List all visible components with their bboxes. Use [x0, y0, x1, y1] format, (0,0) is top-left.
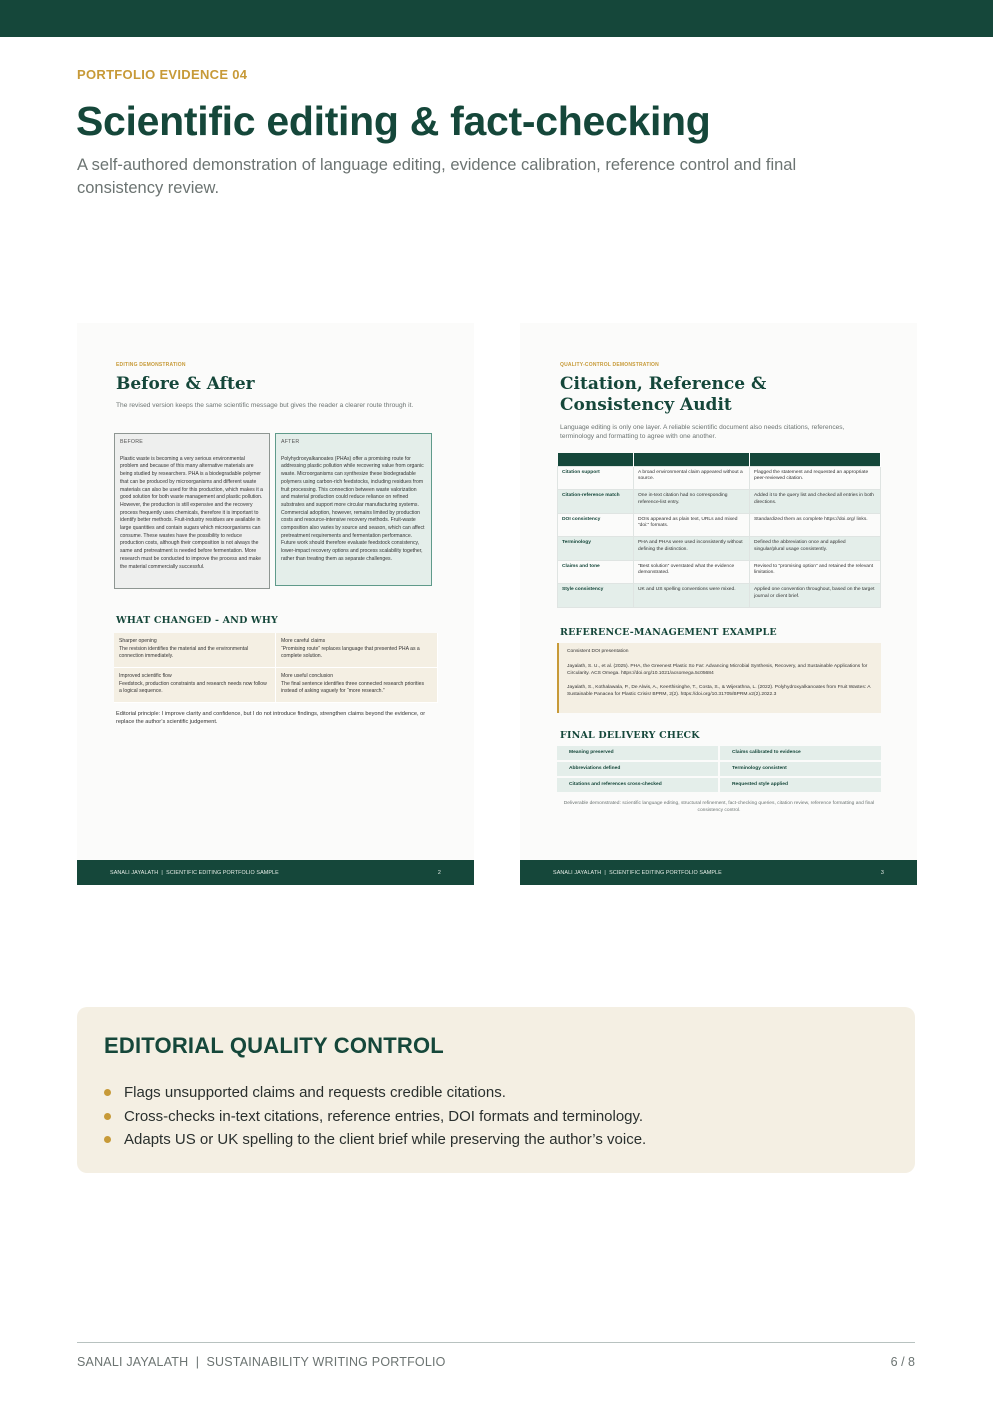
reference-label: Consistent DOI presentation: [567, 649, 629, 654]
quality-control-heading: EDITORIAL QUALITY CONTROL: [104, 1033, 444, 1058]
audit-action: Defined the abbreviation once and applied singular/plural usage consistently.: [750, 537, 881, 561]
change-text: Feedstock, production constraints and research needs now follow a logical sequence.: [119, 680, 267, 695]
table-row: [558, 490, 881, 514]
audit-action: Flagged the statement and requested an appropriate peer-reviewed citation.: [750, 466, 881, 490]
after-text: Polyhydroxyalkanoates (PHAs) offer a promising route for addressing plastic pollution while recovering value from organic waste. Microorganisms can synthesize these biodegradable polymers using carbon-rich feedstocks, including residues from fruit processing. This connection between waste valorization and material production could reduce reliance on refined substrates and support more circular manufacturing systems. Commercial adoption, however, remains limited by production costs and resource-intensive recovery methods. Fruit-waste composition also varies by source and season, which can affect pretreatment requirements and fermentation performance. Future work should therefore evaluate feedstock consistency, lower-impact recovery options and process scalability together, rather than treating them as separate challenges.: [281, 455, 425, 562]
table-row: [558, 537, 881, 561]
list-item-text: Adapts US or UK spelling to the client brief while preserving the author’s voice.: [124, 1131, 647, 1148]
page-title: Scientific editing & fact-checking: [76, 98, 711, 144]
audit-label: DOI consistency: [558, 513, 634, 537]
changes-heading: WHAT CHANGED - AND WHY: [116, 615, 279, 626]
list-item: [104, 1128, 888, 1152]
reference-heading: REFERENCE-MANAGEMENT EXAMPLE: [560, 627, 777, 638]
reference-entry: Jayalath, S., Kothalawala, P., De Alwis, A., Keerthisinghe, T., Costa, S., & Wijerathna, L. (2022). Polyhydroxyalkanoates from Fruit Wastes: A Sustainable Panacea for Plastic Crisis! BPRM, 2(2). https://doi.org/10.31705/BPRM.v2(2).2022.3: [567, 685, 871, 698]
list-item-text: Cross-checks in-text citations, reference entries, DOI formats and terminology.: [124, 1107, 644, 1125]
page-number: 6 / 8: [890, 1355, 915, 1369]
change-text: “Promising route” replaces language that presented PHA as a complete solution.: [281, 645, 420, 660]
thumb-subtitle: Language editing is only one layer. A reliable scientific document also needs citations, references, terminology and formatting to agree with one another.: [560, 424, 845, 440]
audit-label: Terminology: [558, 537, 634, 561]
page-thumbnail-citation-audit: [520, 323, 917, 885]
thumb-subtitle: The revised version keeps the same scientific message but gives the reader a clearer route through it.: [116, 402, 414, 409]
audit-label: Citation-reference match: [558, 490, 634, 514]
audit-issue: UK and US spelling conventions were mixed.: [634, 584, 750, 608]
check-item: Meaning preserved: [557, 746, 718, 760]
audit-label: Style consistency: [558, 584, 634, 608]
thumb-footer: [520, 860, 917, 885]
after-label: AFTER: [281, 439, 300, 445]
after-box: [275, 433, 432, 586]
delivery-check-grid: [557, 746, 881, 792]
footer-divider: [77, 1342, 915, 1343]
audit-issue: PHA and PHAs were used inconsistently without defining the distinction.: [634, 537, 750, 561]
before-label: BEFORE: [120, 439, 143, 445]
table-row: [558, 560, 881, 584]
check-item: Abbreviations defined: [557, 762, 718, 776]
delivery-check-heading: FINAL DELIVERY CHECK: [560, 730, 700, 741]
change-text: The revision identifies the material and the environmental connection immediately.: [119, 645, 249, 660]
thumb-footer-text: SANALI JAYALATH | SCIENTIFIC EDITING PORTFOLIO SAMPLE: [553, 869, 722, 876]
check-item: Terminology consistent: [720, 762, 881, 776]
thumb-kicker: EDITING DEMONSTRATION: [116, 362, 186, 368]
quality-control-panel: [77, 1007, 915, 1173]
thumb-kicker: QUALITY-CONTROL DEMONSTRATION: [560, 362, 659, 368]
audit-issue: A broad environmental claim appeared without a source.: [634, 466, 750, 490]
check-item: Requested style applied: [720, 778, 881, 792]
change-title: Improved scientific flow: [119, 673, 172, 679]
change-title: More useful conclusion: [281, 673, 334, 679]
deliverable-note: Deliverable demonstrated: scientific language editing, structural refinement, fact-checking queries, citation review, reference formatting and final consistency control.: [563, 801, 875, 813]
before-text: Plastic waste is becoming a very serious environmental problem and because of this many alternative materials are being studied by researchers. PHA is a biodegradable polymer that can be produced by microorganisms and different waste materials can also be used for this production, which makes it a good solution for both waste management and plastic pollution. However, the production is still expensive and the recovery process frequently uses chemicals, therefore it is important to identify better methods. Fruit-industry residues are available in large quantities and contain sugars which microorganisms can consume. These wastes have the possibility to reduce production costs, although their composition is not always the same and pretreatment is needed before fermentation. More research must be conducted to improve the process and make the material commercially successful.: [120, 455, 263, 570]
table-row: [558, 466, 881, 490]
reference-entry: Jayalath, S. U., et al. (2025). PHA, the Greenest Plastic So Far: Advancing Microbial Synthesis, Recovery, and Sustainable Applications for Circularity. ACS Omega. https://doi.org/10.1021/acsomega.5c05684: [567, 663, 868, 676]
page-thumbnail-before-after: [77, 323, 474, 885]
change-title: Sharper opening: [119, 638, 157, 644]
change-item: [276, 633, 438, 668]
audit-issue: One in-text citation had no corresponding reference-list entry.: [634, 490, 750, 514]
thumb-page-number: 2: [437, 869, 441, 876]
audit-issue: “Best solution” overstated what the evidence demonstrated.: [634, 560, 750, 584]
audit-table: [557, 453, 881, 608]
bullet-icon: [104, 1089, 111, 1096]
table-row: [558, 513, 881, 537]
section-kicker: PORTFOLIO EVIDENCE 04: [77, 67, 248, 82]
thumb-page-number: 3: [880, 869, 884, 876]
list-item-text: Flags unsupported claims and requests credible citations.: [124, 1084, 506, 1101]
audit-action: Revised to “promising option” and retained the relevant limitation.: [750, 560, 881, 584]
list-item: [104, 1081, 888, 1105]
change-title: More careful claims: [281, 638, 326, 644]
bullet-icon: [104, 1136, 111, 1143]
changes-grid: [114, 633, 438, 703]
bullet-icon: [104, 1113, 111, 1120]
table-row: [558, 584, 881, 608]
list-item: [104, 1105, 888, 1129]
before-box: [114, 433, 270, 589]
audit-issue: DOIs appeared as plain text, URLs and mixed “doi:” formats.: [634, 513, 750, 537]
page-subtitle: A self-authored demonstration of language editing, evidence calibration, reference control and final consistency review.: [77, 156, 797, 197]
editorial-principle: Editorial principle: I improve clarity and confidence, but I do not introduce findings, strengthen claims beyond the evidence, or replace the author’s scientific judgement.: [116, 711, 426, 726]
top-bar: [0, 0, 993, 37]
check-item: Claims calibrated to evidence: [720, 746, 881, 760]
change-text: The final sentence identifies three connected research priorities instead of asking vaguely for “more research.”: [281, 680, 424, 695]
thumb-footer: [77, 860, 474, 885]
audit-label: Citation support: [558, 466, 634, 490]
change-item: [114, 633, 276, 668]
reference-box: [557, 643, 881, 713]
thumb-title: Before & After: [116, 374, 255, 394]
quality-control-list: [104, 1081, 888, 1152]
thumb-title: Citation, Reference & Consistency Audit: [560, 374, 767, 415]
change-item: [114, 668, 276, 703]
check-item: Citations and references cross-checked: [557, 778, 718, 792]
thumb-footer-text: SANALI JAYALATH | SCIENTIFIC EDITING PORTFOLIO SAMPLE: [110, 869, 279, 876]
audit-label: Claims and tone: [558, 560, 634, 584]
audit-action: Added it to the query list and checked all entries in both directions.: [750, 490, 881, 514]
audit-action: Applied one convention throughout, based on the target journal or client brief.: [750, 584, 881, 608]
audit-action: Standardized them as complete https://doi.org/ links.: [750, 513, 881, 537]
change-item: [276, 668, 438, 703]
footer-text: SANALI JAYALATH | SUSTAINABILITY WRITING PORTFOLIO: [77, 1355, 446, 1369]
